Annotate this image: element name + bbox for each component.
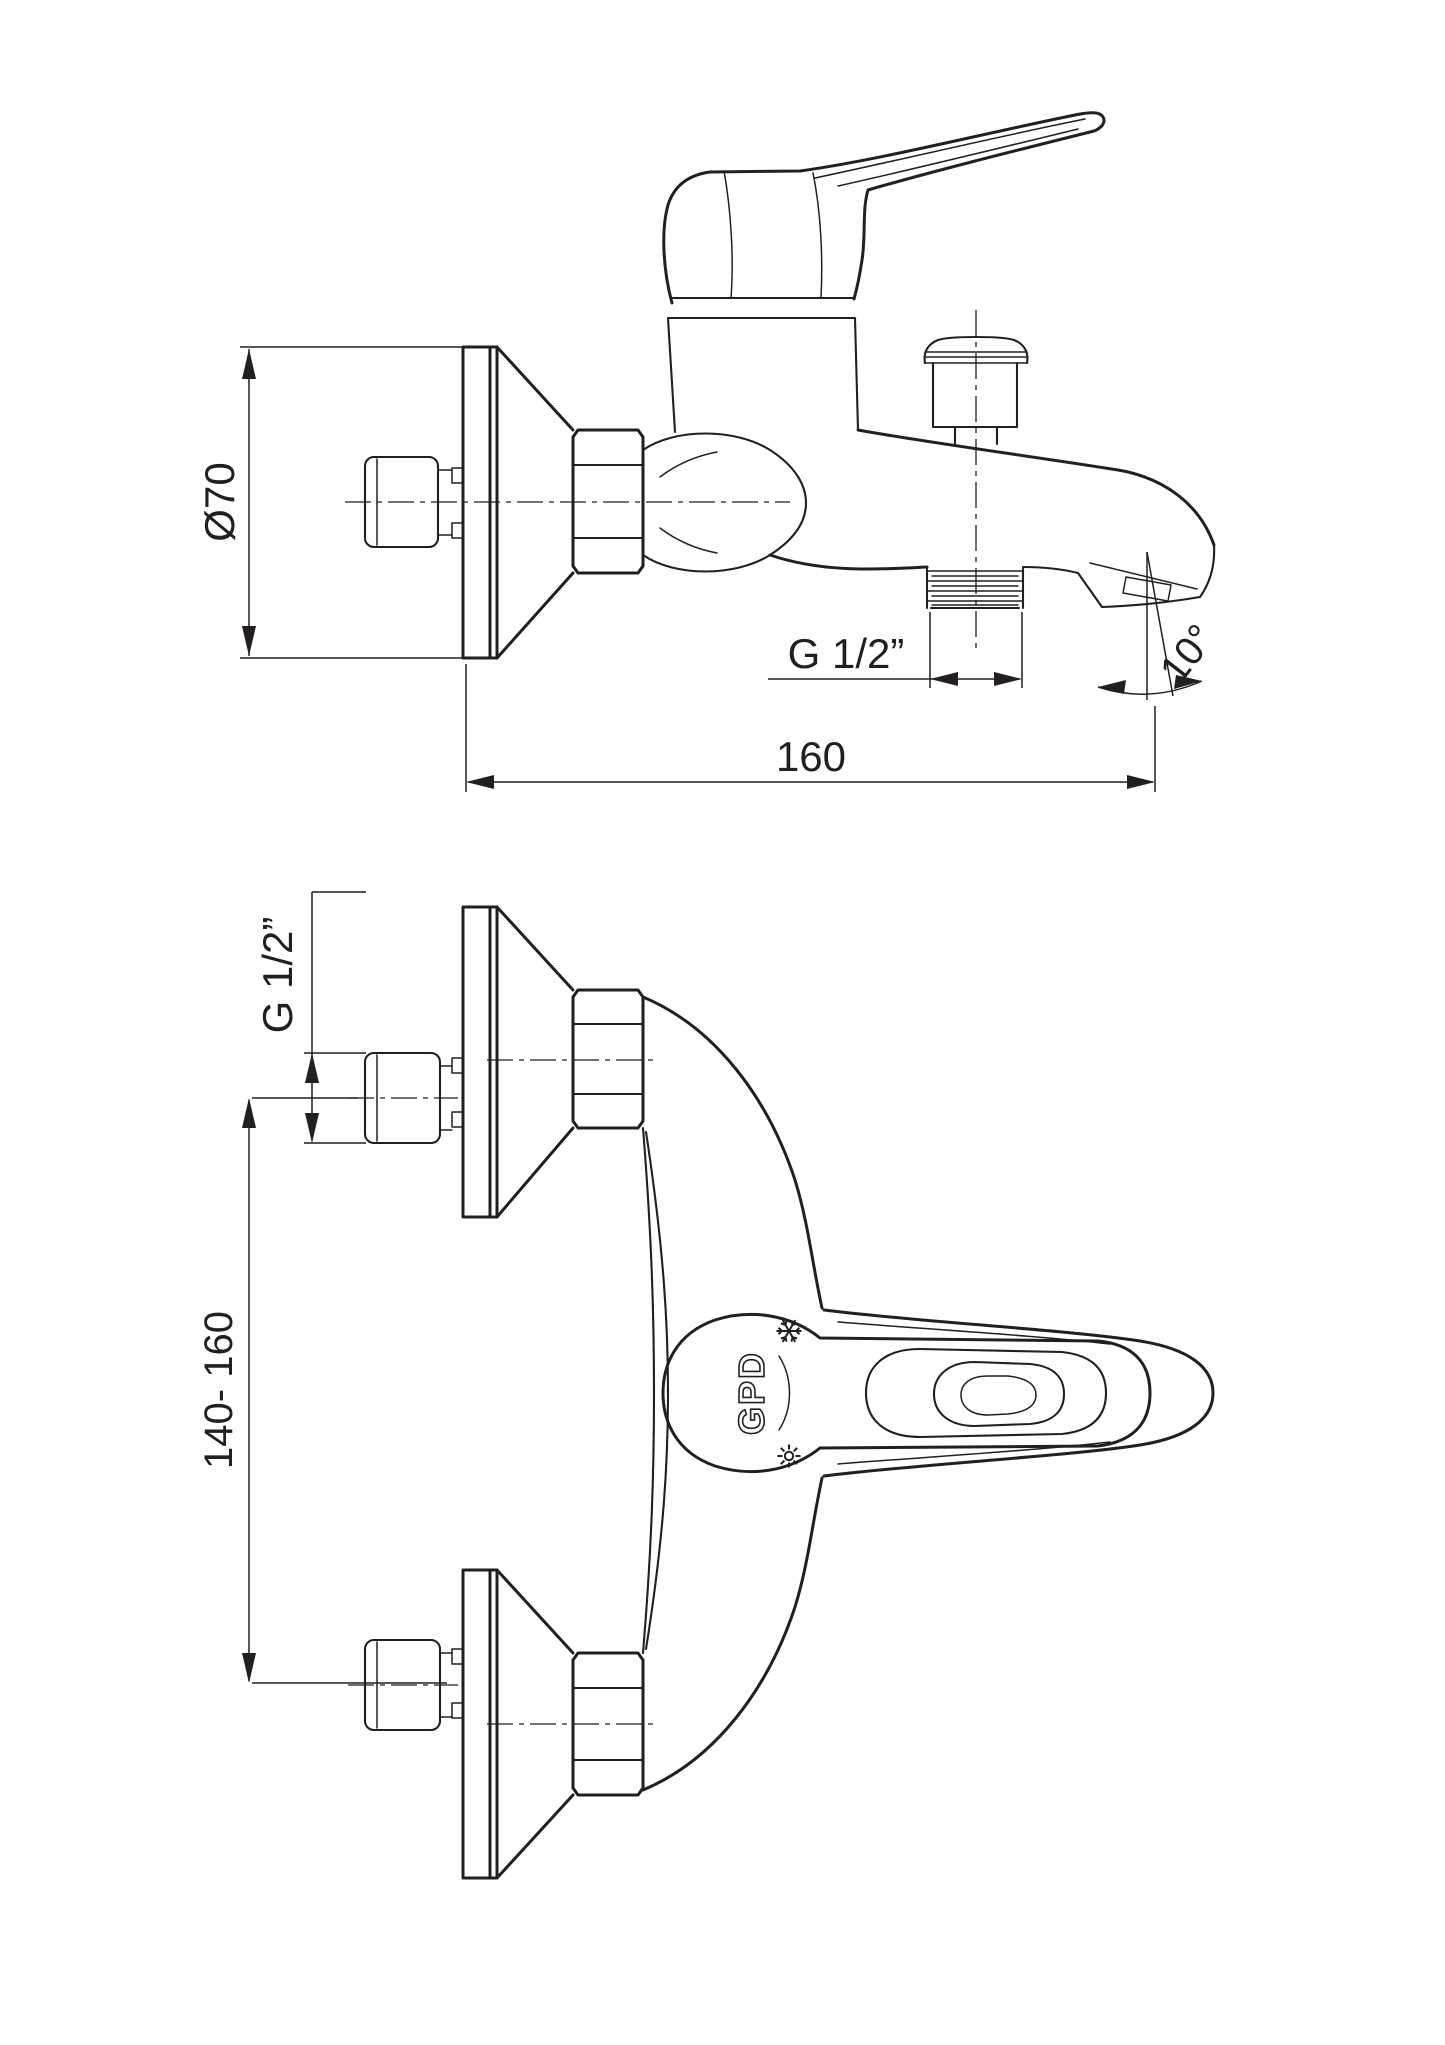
side-lever-handle xyxy=(664,113,1104,303)
dim-diameter-arrow-bottom xyxy=(242,626,256,656)
dim-thread-arrow-left xyxy=(930,672,958,686)
nipple-lock-lower xyxy=(452,523,463,538)
side-view xyxy=(196,113,1224,792)
plan-upper-inlet xyxy=(348,907,658,1217)
angle-arrow-left xyxy=(1098,680,1126,694)
thread-ridges xyxy=(927,571,1023,605)
body-waist-line-outer xyxy=(643,1128,654,1653)
dim-angle-label: 10° xyxy=(1151,616,1224,692)
plan-lower-inlet xyxy=(348,1570,658,1878)
plan-view xyxy=(197,892,1213,1878)
upper-hex-facets xyxy=(573,1024,643,1094)
spout-tip-crease xyxy=(1090,563,1197,589)
side-shower-outlet-thread xyxy=(927,568,1023,608)
dimension-angle xyxy=(1098,552,1224,700)
spacing-label: 140- 160 xyxy=(197,1311,241,1469)
dimension-length xyxy=(466,664,1155,792)
handle-pad-outline-3 xyxy=(934,1362,1064,1426)
spacing-witness xyxy=(252,1098,447,1683)
spout-underside-right xyxy=(1023,567,1078,573)
dim-diameter-label: Ø70 xyxy=(196,462,243,542)
gpd-logo-text: GPD xyxy=(731,1350,772,1436)
sun-core xyxy=(785,1452,793,1460)
housing-outline xyxy=(668,318,858,432)
dim-length-label: 160 xyxy=(775,733,847,780)
dim-thread-arrow-right xyxy=(994,672,1022,686)
lower-nipple-lock-2 xyxy=(452,1703,463,1718)
body-inner-arc-bottom xyxy=(660,528,717,553)
dimension-thread-plan xyxy=(254,892,366,1143)
side-cartridge-housing xyxy=(668,298,858,432)
upper-nipple-lock-2 xyxy=(452,1112,463,1127)
dim-length-arrow-right xyxy=(1127,775,1155,789)
handle-segment-curve-2 xyxy=(813,173,822,298)
nipple-lock-upper xyxy=(452,468,463,483)
body-sweep-bottom xyxy=(643,1478,822,1790)
plan-thread-arrow-down xyxy=(305,1113,319,1143)
upper-flange-cone xyxy=(497,907,573,1217)
handle-pad-outline-4 xyxy=(961,1376,1036,1415)
plan-body xyxy=(643,997,1213,1790)
dim-length-arrow-left xyxy=(466,775,494,789)
knob-cylinder xyxy=(933,363,1017,427)
dim-thread-label: G 1/2” xyxy=(787,630,905,677)
spout-top-edge xyxy=(858,430,1214,545)
spacing-arrow-up xyxy=(242,1098,256,1128)
sun-icon xyxy=(778,1445,801,1468)
plan-thread-label: G 1/2” xyxy=(254,916,301,1034)
upper-nipple-lock-1 xyxy=(452,1058,463,1073)
lower-nipple-lock-1 xyxy=(452,1649,463,1664)
plan-thread-arrow-up xyxy=(305,1053,319,1083)
upper-hex-outline xyxy=(573,990,643,1128)
dimension-spacing xyxy=(197,1098,447,1683)
spout-bottom-edge xyxy=(770,555,927,569)
body-sweep-top xyxy=(643,997,822,1308)
thread-sides xyxy=(927,568,1023,608)
dim-diameter-arrow-top xyxy=(242,349,256,379)
plan-handle xyxy=(663,1314,1150,1471)
body-inner-arc-top xyxy=(660,452,717,477)
spacing-arrow-down xyxy=(242,1653,256,1683)
handle-segment-curve-1 xyxy=(724,171,732,298)
dimension-thread-side xyxy=(768,612,1022,688)
upper-flange-plate xyxy=(463,907,497,1217)
gpd-logo xyxy=(731,1351,790,1435)
gpd-logo-swoosh xyxy=(779,1356,790,1430)
